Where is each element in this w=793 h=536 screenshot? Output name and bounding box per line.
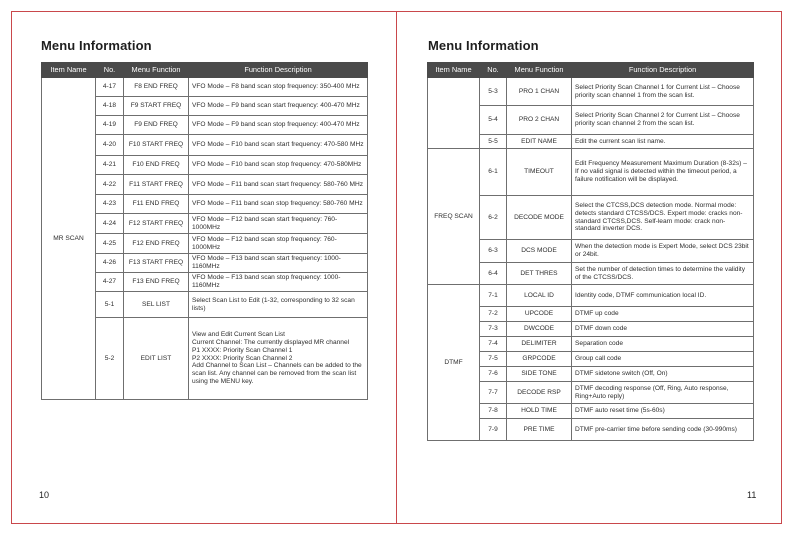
menu-number: 7-5 xyxy=(480,352,507,367)
menu-number: 5-5 xyxy=(480,135,507,149)
menu-function: F8 END FREQ xyxy=(124,78,189,97)
table-header-row xyxy=(428,63,754,78)
page-title-right: Menu Information xyxy=(428,38,539,53)
menu-function: F9 START FREQ xyxy=(124,97,189,116)
menu-number: 4-24 xyxy=(96,214,124,234)
menu-number: 6-4 xyxy=(480,263,507,285)
menu-number: 4-22 xyxy=(96,175,124,195)
function-description: View and Edit Current Scan List Current Channel: The currently displayed MR channel P1 XXXX: Priority Scan Channel 1 P2 XXXX: Priority Scan Channel 2 Add Channel to Scan List – Channels can be added to the scan list. Any channel can be removed from the scan list using the MENU key. xyxy=(189,318,368,400)
header-menu-function: Menu Function xyxy=(124,63,189,78)
function-description: DTMF auto reset time (5s-60s) xyxy=(572,404,754,419)
menu-function: PRO 2 CHAN xyxy=(507,106,572,135)
menu-function: F13 END FREQ xyxy=(124,273,189,292)
page-number-right: 11 xyxy=(747,490,757,500)
menu-function: F13 START FREQ xyxy=(124,254,189,273)
menu-number: 7-2 xyxy=(480,307,507,322)
function-description: Select the CTCSS,DCS detection mode. Normal mode: detects standard CTCSS/DCS. Expert mode: cracks non-standard CTCSS,DCS. Self-learn mode: crack non-standard inverter DCS. xyxy=(572,196,754,240)
function-description: Set the number of detection times to determine the validity of the CTCSS/DCS. xyxy=(572,263,754,285)
item-name-cell xyxy=(428,78,480,149)
function-description: Select Priority Scan Channel 1 for Current List – Choose priority scan channel 1 from the scan list. xyxy=(572,78,754,106)
function-description: VFO Mode – F10 band scan start frequency: 470-580 MHz xyxy=(189,135,368,156)
menu-function: DET THRES xyxy=(507,263,572,285)
menu-function: F10 END FREQ xyxy=(124,156,189,175)
function-description: VFO Mode – F8 band scan stop frequency: 350-400 MHz xyxy=(189,78,368,97)
table-header-row xyxy=(42,63,368,78)
menu-function: DECODE MODE xyxy=(507,196,572,240)
header-item-name: Item Name xyxy=(42,63,96,78)
function-description: When the detection mode is Expert Mode, select DCS 23bit or 24bit. xyxy=(572,240,754,263)
page-spine-divider xyxy=(396,11,397,524)
menu-number: 7-4 xyxy=(480,337,507,352)
function-description: VFO Mode – F13 band scan stop frequency: 1000-1160MHz xyxy=(189,273,368,292)
menu-number: 5-4 xyxy=(480,106,507,135)
menu-number: 6-1 xyxy=(480,149,507,196)
table-row xyxy=(428,285,754,307)
menu-function: DWCODE xyxy=(507,322,572,337)
table-row xyxy=(42,78,368,97)
menu-number: 7-1 xyxy=(480,285,507,307)
function-description: DTMF pre-carrier time before sending code (30-990ms) xyxy=(572,419,754,441)
menu-number: 7-6 xyxy=(480,367,507,382)
header-menu-function: Menu Function xyxy=(507,63,572,78)
menu-number: 4-27 xyxy=(96,273,124,292)
function-description: DTMF sidetone switch (Off, On) xyxy=(572,367,754,382)
header-no: No. xyxy=(96,63,124,78)
menu-function: EDIT NAME xyxy=(507,135,572,149)
menu-number: 7-8 xyxy=(480,404,507,419)
function-description: VFO Mode – F13 band scan start frequency: 1000-1160MHz xyxy=(189,254,368,273)
menu-number: 6-3 xyxy=(480,240,507,263)
menu-function: PRO 1 CHAN xyxy=(507,78,572,106)
function-description: Edit Frequency Measurement Maximum Duration (8-32s) – If no valid signal is detected within the timeout period, a failure notification will be displayed. xyxy=(572,149,754,196)
menu-function: F11 START FREQ xyxy=(124,175,189,195)
item-name-cell: DTMF xyxy=(428,285,480,441)
function-description: DTMF decoding response (Off, Ring, Auto response, Ring+Auto reply) xyxy=(572,382,754,404)
menu-number: 5-3 xyxy=(480,78,507,106)
menu-number: 4-18 xyxy=(96,97,124,116)
function-description: Edit the current scan list name. xyxy=(572,135,754,149)
item-name-cell: FREQ SCAN xyxy=(428,149,480,285)
menu-number: 4-17 xyxy=(96,78,124,97)
menu-function: EDIT LIST xyxy=(124,318,189,400)
item-name-cell: MR SCAN xyxy=(42,78,96,400)
menu-number: 6-2 xyxy=(480,196,507,240)
menu-function: F9 END FREQ xyxy=(124,116,189,135)
page-number-left: 10 xyxy=(39,490,50,500)
header-no: No. xyxy=(480,63,507,78)
table-row xyxy=(428,78,754,106)
menu-function: SEL LIST xyxy=(124,292,189,318)
menu-number: 4-21 xyxy=(96,156,124,175)
menu-number: 5-2 xyxy=(96,318,124,400)
menu-number: 7-9 xyxy=(480,419,507,441)
function-description: Group call code xyxy=(572,352,754,367)
header-item-name: Item Name xyxy=(428,63,480,78)
menu-function: HOLD TIME xyxy=(507,404,572,419)
function-description: Select Scan List to Edit (1-32, corresponding to 32 scan lists) xyxy=(189,292,368,318)
function-description: DTMF down code xyxy=(572,322,754,337)
function-description: Identity code, DTMF communication local ID. xyxy=(572,285,754,307)
menu-function: GRPCODE xyxy=(507,352,572,367)
menu-number: 4-26 xyxy=(96,254,124,273)
menu-number: 7-7 xyxy=(480,382,507,404)
function-description: VFO Mode – F11 band scan start frequency: 580-760 MHz xyxy=(189,175,368,195)
menu-function: F12 END FREQ xyxy=(124,234,189,254)
function-description: VFO Mode – F9 band scan start frequency: 400-470 MHz xyxy=(189,97,368,116)
function-description: VFO Mode – F12 band scan start frequency: 760-1000MHz xyxy=(189,214,368,234)
menu-table-left xyxy=(41,62,368,400)
function-description: VFO Mode – F12 band scan stop frequency: 760-1000MHz xyxy=(189,234,368,254)
menu-function: TIMEOUT xyxy=(507,149,572,196)
menu-function: PRE TIME xyxy=(507,419,572,441)
menu-function: LOCAL ID xyxy=(507,285,572,307)
function-description: DTMF up code xyxy=(572,307,754,322)
menu-function: DELIMITER xyxy=(507,337,572,352)
table-row xyxy=(428,149,754,196)
menu-function: F12 START FREQ xyxy=(124,214,189,234)
menu-function: F10 START FREQ xyxy=(124,135,189,156)
function-description: Separation code xyxy=(572,337,754,352)
function-description: VFO Mode – F10 band scan stop frequency: 470-580MHz xyxy=(189,156,368,175)
function-description: Select Priority Scan Channel 2 for Current List – Choose priority scan channel 2 from the scan list. xyxy=(572,106,754,135)
menu-number: 4-20 xyxy=(96,135,124,156)
function-description: VFO Mode – F11 band scan stop frequency: 580-760 MHz xyxy=(189,195,368,214)
menu-table-right xyxy=(427,62,754,441)
function-description: VFO Mode – F9 band scan stop frequency: 400-470 MHz xyxy=(189,116,368,135)
menu-number: 4-19 xyxy=(96,116,124,135)
menu-number: 5-1 xyxy=(96,292,124,318)
menu-number: 4-25 xyxy=(96,234,124,254)
menu-function: UPCODE xyxy=(507,307,572,322)
menu-function: DECODE RSP xyxy=(507,382,572,404)
header-function-description: Function Description xyxy=(572,63,754,78)
menu-function: F11 END FREQ xyxy=(124,195,189,214)
menu-function: SIDE TONE xyxy=(507,367,572,382)
menu-number: 4-23 xyxy=(96,195,124,214)
menu-number: 7-3 xyxy=(480,322,507,337)
page-title-left: Menu Information xyxy=(41,38,152,53)
menu-function: DCS MODE xyxy=(507,240,572,263)
header-function-description: Function Description xyxy=(189,63,368,78)
